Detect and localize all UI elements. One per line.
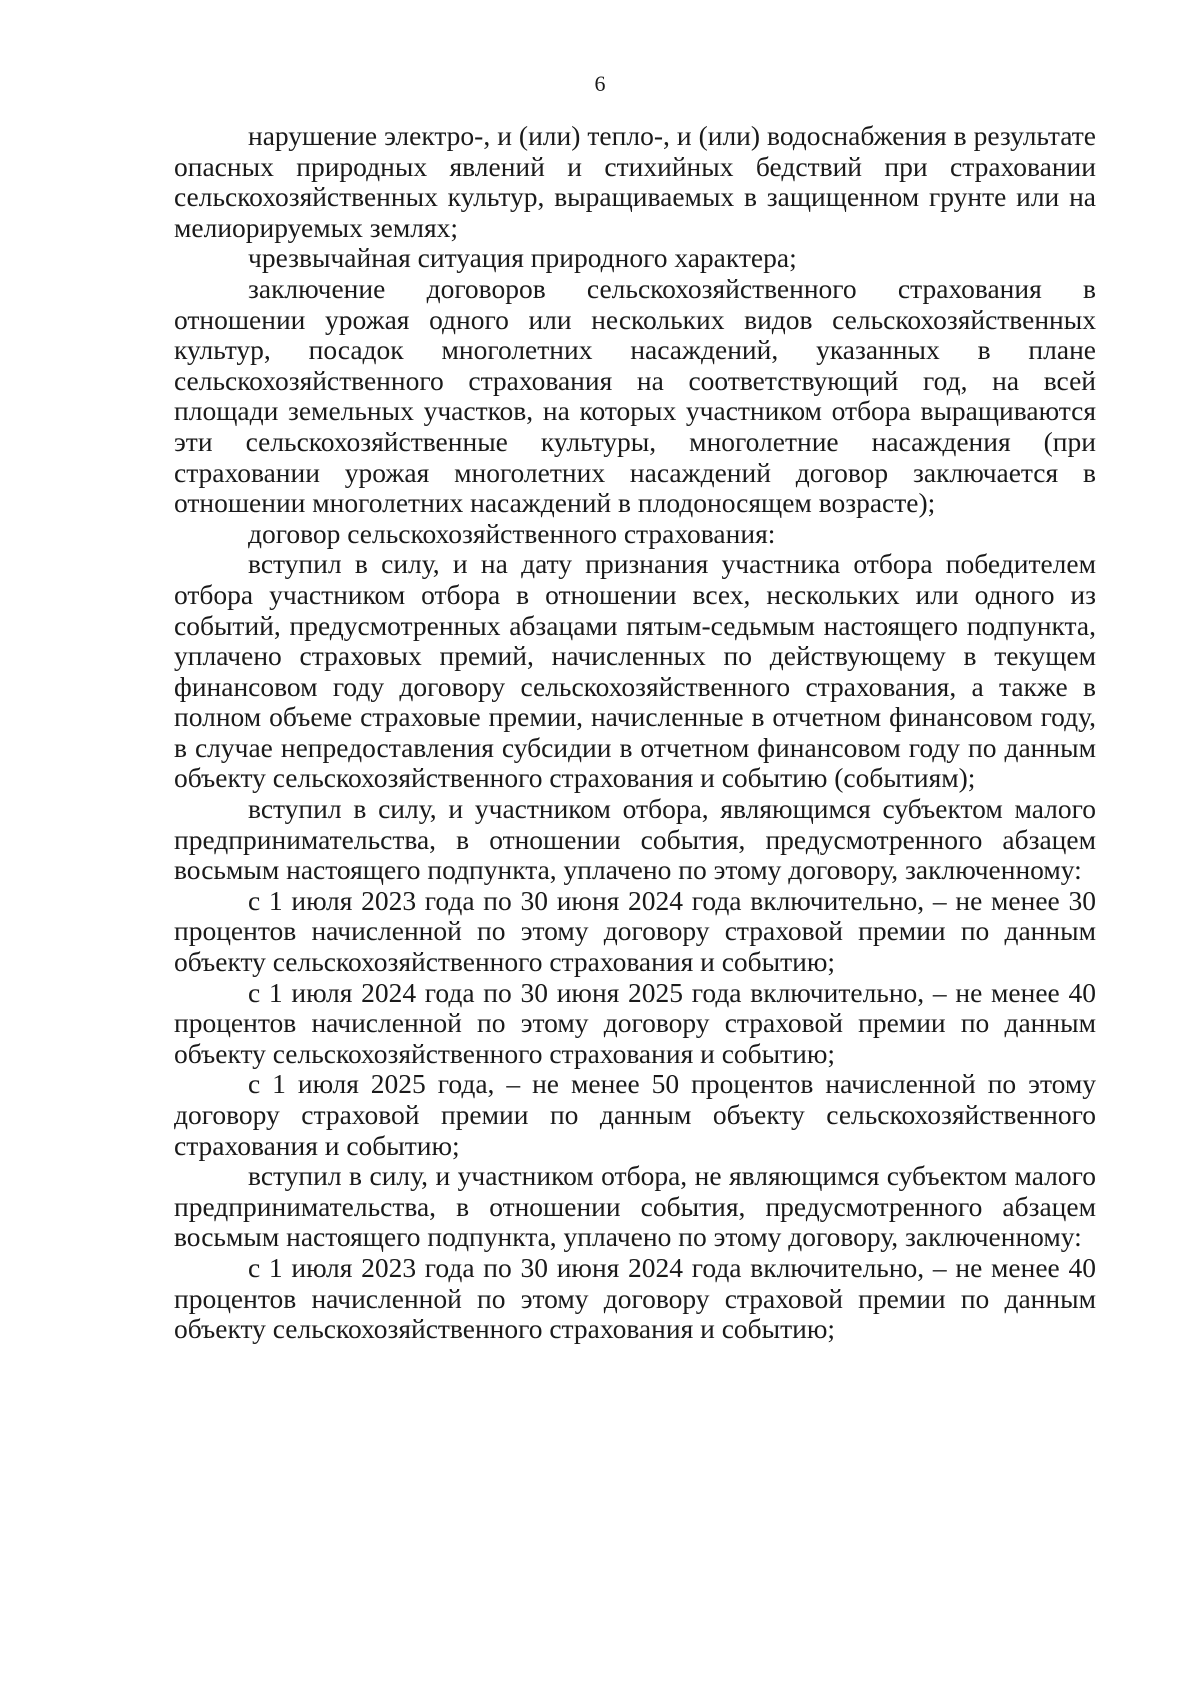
- paragraph: чрезвычайная ситуация природного характера;: [248, 242, 797, 274]
- paragraph: вступил в силу, и участником отбора, являющимся субъектом малого предпринимательства, в отношении события, предусмотренного абзацем восьмым настоящего подпункта, уплачено по этому договору, заключенному:: [174, 793, 1096, 886]
- document-body: [174, 121, 1096, 1345]
- paragraph: с 1 июля 2024 года по 30 июня 2025 года включительно, – не менее 40 процентов начисленной по этому договору страховой премии по данным объекту сельскохозяйственного страхования и событию;: [174, 976, 1096, 1069]
- paragraph: вступил в силу, и на дату признания участника отбора победителем отбора участником отбора в отношении всех, нескольких или одного из событий, предусмотренных абзацами пятым-седьмым настоящего подпункта, уплачено страховых премий, начисленных по действующему в текущем финансовом году договору сельскохозяйственного страхования, а также в полном объеме страховые премии, начисленные в отчетном финансовом году, в случае непредоставления субсидии в отчетном финансовом году по данным объекту сельскохозяйственного страхования и событию (событиям);: [174, 548, 1096, 794]
- paragraph: с 1 июля 2025 года, – не менее 50 процентов начисленной по этому договору страховой премии по данным объекту сельскохозяйственного страхования и событию;: [174, 1068, 1096, 1161]
- paragraph: вступил в силу, и участником отбора, не являющимся субъектом малого предпринимательства, в отношении события, предусмотренного абзацем восьмым настоящего подпункта, уплачено по этому договору, заключенному:: [174, 1160, 1096, 1253]
- paragraph: нарушение электро-, и (или) тепло-, и (или) водоснабжения в результате опасных природных явлений и стихийных бедствий при страховании сельскохозяйственных культур, выращиваемых в защищенном грунте или на мелиорируемых землях;: [174, 120, 1096, 243]
- paragraph: заключение договоров сельскохозяйственного страхования в отношении урожая одного или нескольких видов сельскохозяйственных культур, посадок многолетних насаждений, указанных в плане сельскохозяйственного страхования на соответствующий год, на всей площади земельных участков, на которых участником отбора выращиваются эти сельскохозяйственные культуры, многолетние насаждения (при страховании урожая многолетних насаждений договор заключается в отношении многолетних насаждений в плодоносящем возрасте);: [174, 272, 1096, 519]
- paragraph: договор сельскохозяйственного страхования:: [248, 517, 776, 549]
- paragraph: с 1 июля 2023 года по 30 июня 2024 года включительно, – не менее 40 процентов начисленной по этому договору страховой премии по данным объекту сельскохозяйственного страхования и событию;: [174, 1251, 1096, 1345]
- paragraph: с 1 июля 2023 года по 30 июня 2024 года включительно, – не менее 30 процентов начисленной по этому договору страховой премии по данным объекту сельскохозяйственного страхования и событию;: [174, 884, 1096, 978]
- page-number: 6: [594, 71, 606, 96]
